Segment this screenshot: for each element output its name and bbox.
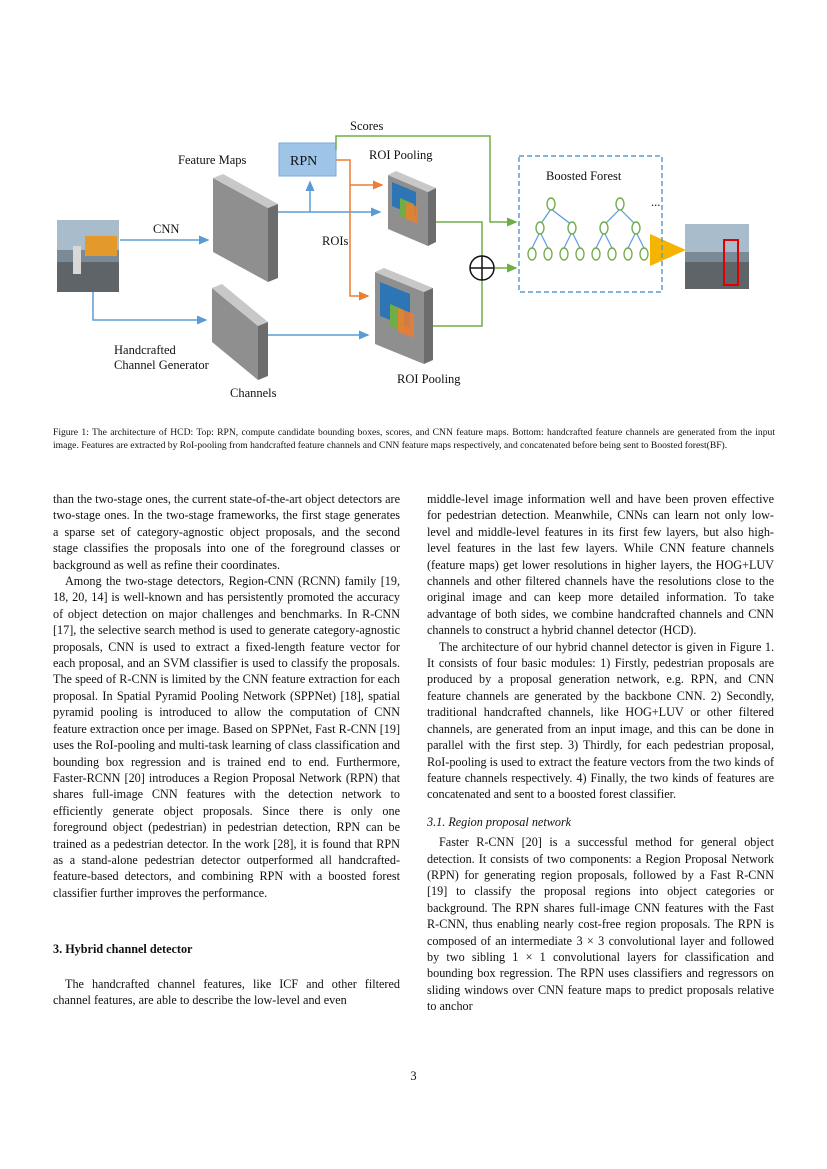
label-rois: ROIs <box>322 234 349 248</box>
handcrafted-channels-block <box>212 284 268 380</box>
tree-2-nodes <box>592 198 648 260</box>
paragraph: than the two-stage ones, the current state-of-the-art object detectors are two-stage ones. In the two-stage frameworks, the first stage generates a sparse set of category-agnostic object proposals, and the second stage classifies the proposals into one of the foreground classes or background as well as refine their coordinates. <box>53 492 400 572</box>
label-rpn: RPN <box>290 154 318 169</box>
paragraph: The handcrafted channel features, like ICF and other filtered channel features, are able to describe the low-level and even <box>53 976 400 1007</box>
roi-top-to-concat-arrow <box>436 222 482 256</box>
left-column <box>53 491 400 1008</box>
output-image <box>685 224 749 289</box>
label-handcrafted-line2: Channel Generator <box>114 358 209 372</box>
right-column <box>427 491 774 1015</box>
label-roi-pooling-top: ROI Pooling <box>369 148 433 162</box>
handcrafted-arrow <box>93 292 206 320</box>
label-feature-maps: Feature Maps <box>178 153 247 167</box>
input-image <box>57 220 119 292</box>
section-heading: 3. Hybrid channel detector <box>53 942 193 957</box>
label-roi-pooling-bottom: ROI Pooling <box>397 372 461 386</box>
roi-pooling-bottom-block <box>375 268 433 364</box>
cnn-feature-maps-block <box>213 174 278 282</box>
architecture-figure <box>0 0 827 420</box>
rpn-roi-top-arrow <box>336 160 382 185</box>
label-cnn: CNN <box>153 222 180 236</box>
paragraph: Faster R-CNN [20] is a successful method for general object detection. It consists of two components: a Region Proposal Network (RPN) for generating region proposals, followed by a Fast R-CNN [19] to classify the proposal regions into object categories or background. The RPN shares full-image CNN features with the Fast R-CNN, thus enabling nearly cost-free region proposals. The RPN is composed of an intermediate 3 × 3 convolutional layer and followed by two sibling 1 × 1 convolutional layers for classification and bounding box regression. The RPN uses classifiers and regressors on sliding windows over CNN feature maps to predict proposals relative to anchor <box>427 835 774 1014</box>
tree-1-nodes <box>528 198 584 260</box>
subsection-heading: 3.1. Region proposal network <box>427 814 572 829</box>
paragraph: The architecture of our hybrid channel detector is given in Figure 1. It consists of four basic modules: 1) Firstly, pedestrian proposals are produced by a proposal generation network, e.g. RPN, and CNN feature channels are generated by the backbone CNN. 2) Secondly, traditional handcrafted channels, like HOG+LUV or other filtered channels, are generated from an input image, and this can be done in parallel with the first step. 3) Thirdly, for each pedestrian proposal, RoI-pooling is used to extract the feature vectors from the two kinds of feature channels respectively. 4) Finally, the two kinds of features are concatenated and sent to a boosted forest classifier. <box>427 639 774 802</box>
paragraph: Among the two-stage detectors, Region-CNN (RCNN) family [19, 18, 20, 14] is well-known and has persistently promoted the accuracy of object detection on major challenges and benchmarks. In R-CNN [17], the selective search method is used to generate category-agnostic proposals, CNN is used to extract a fixed-length feature vector for each proposal, and an SVM classifier is used to classify the proposals. The speed of R-CNN is limited by the CNN feature extraction for each proposal. In Spatial Pyramid Pooling Network (SPPNet) [18], spatial pyramid pooling is introduced to allow the computation of CNN feature extraction once per image. Based on SPPNet, Fast R-CNN [19] uses the RoI-pooling and multi-task learning of class classification and bounding box regression and is trained end to end. Furthermore, Faster-RCNN [20] introduces a Region Proposal Network (RPN) that shares full-image CNN features with the detection network to efficiently generate object proposals. Since there is only one foreground object (pedestrian) in pedestrian detection, RPN can be trained as a pedestrian detector. In the work [28], it is found that RPN as a stand-alone pedestrian detector outperformed all handcrafted-feature-based detectors, and combining RPN with a boosted forest classifier further improves the performance. <box>53 574 400 900</box>
roi-pooling-top-block <box>388 171 436 246</box>
label-ellipsis: ... <box>651 195 661 209</box>
figure-caption: Figure 1: The architecture of HCD: Top: RPN, compute candidate bounding boxes, scores, and CNN feature maps. Bottom: handcrafted feature channels are generated from the input image. Features are extracted by RoI-pooling from handcrafted feature channels and CNN feature maps respectively, and concatenated before being sent to Boosted forest(BF). <box>53 427 775 452</box>
concat-symbol <box>470 256 494 280</box>
label-handcrafted-line1: Handcrafted <box>114 343 176 357</box>
page-number: 3 <box>410 1069 417 1083</box>
label-scores: Scores <box>350 119 384 133</box>
label-channels: Channels <box>230 386 277 400</box>
rpn-roi-bottom-arrow <box>350 185 368 296</box>
roi-bottom-to-concat-arrow <box>433 280 482 326</box>
label-boosted-forest: Boosted Forest <box>546 169 622 183</box>
paragraph: middle-level image information well and have been proven effective for pedestrian detection. Meanwhile, CNNs can learn not only low-level and middle-level features in its first few layers, but also high-level features in the last few layers. While CNN feature channels (feature maps) get lower resolutions in higher layers, the HOG+LUV channels and other filtered channels have the resolutions close to the original image and can keep more detailed information. To take advantage of both sides, we combine handcrafted channels and CNN channels to construct a hybrid channel detector (HCD). <box>427 492 774 638</box>
